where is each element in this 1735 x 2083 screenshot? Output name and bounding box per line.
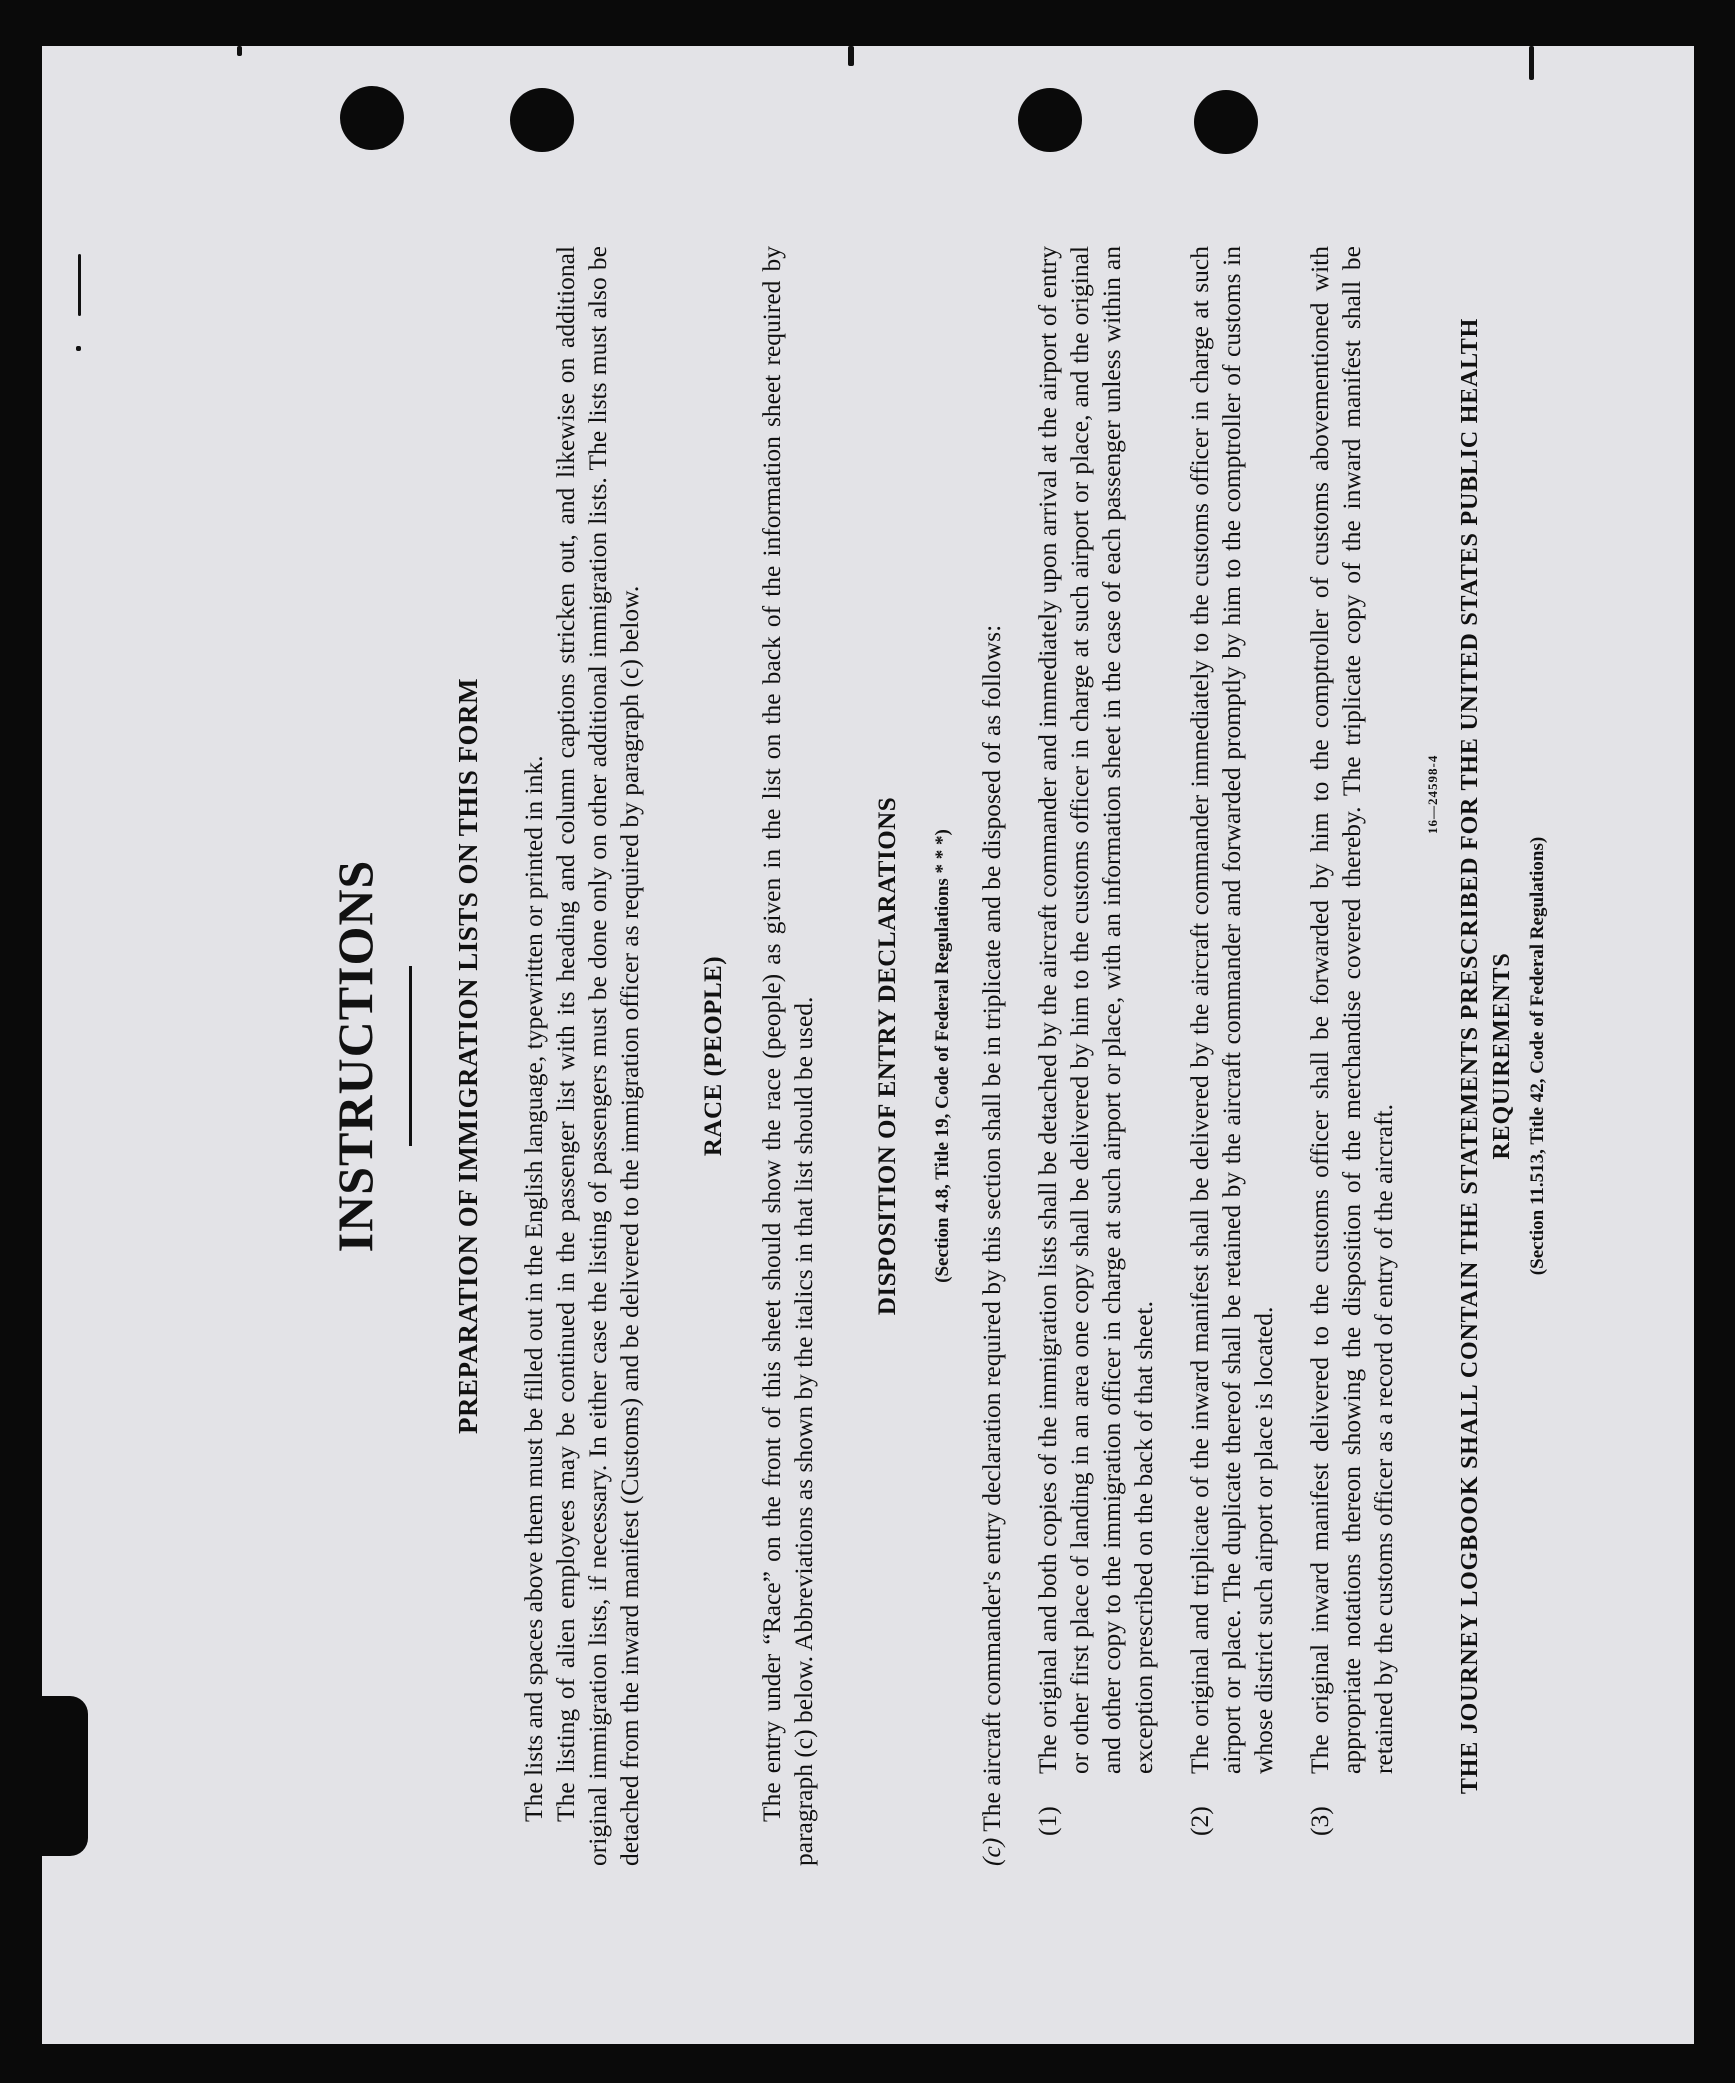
list-item-number: (3) xyxy=(1305,1806,1334,1836)
section-heading-disposition: DISPOSITION OF ENTRY DECLARATIONS xyxy=(874,796,901,1316)
list-item-text: The original and both copies of the immigration lists shall be detached by the aircraft commander and immediately upon arrival at the airport of entry or other first place of landing in an area one copy shall be delivered by him to the customs officer in charge at such airport or place, and the original and other copy to the immigration officer in charge at such airport or place, with an information sheet in the case of each passenger unless within an exception prescribed on the back of that sheet. xyxy=(1033,246,1158,1774)
closing-statement: THE JOURNEY LOGBOOK SHALL CONTAIN THE STATEMENTS PRESCRIBED FOR THE UNITED STATES PUBLIC HEALTH REQUIREMENTS xyxy=(1457,317,1515,1795)
paragraph: The listing of alien employees may be continued in the passenger list with its heading and column captions stricken out, and likewise on additional original immigration lists, if necessary. In either case the listing of passengers must be done only on other additional immigration lists. The lists must also be detached from the inward manifest (Customs) and be delivered to the immigration officer as required by paragraph (c) below. xyxy=(551,246,644,1866)
list-item xyxy=(1304,246,1400,1866)
list-item xyxy=(1032,246,1160,1866)
section-citation: (Section 4.8, Title 19, Code of Federal Regulations * * *) xyxy=(932,829,953,1283)
section-heading-preparation: PREPARATION OF IMMIGRATION LISTS ON THIS FORM xyxy=(453,677,483,1435)
closing-citation: (Section 11.513, Title 42, Code of Federal Regulations) xyxy=(1527,836,1548,1276)
form-number: 16—24598-4 xyxy=(1425,754,1440,834)
list-item xyxy=(1184,246,1280,1866)
instructions-body xyxy=(287,246,1554,1866)
list-item-text: The original and triplicate of the inward manifest shall be delivered by the aircraft commander immediately to the customs officer in charge at such airport or place. The duplicate thereof shall be retained by the aircraft commander and forwarded promptly by him to the comptroller of customs in whose district such airport or place is located. xyxy=(1185,246,1278,1774)
rotated-content xyxy=(42,46,1694,2044)
paragraph: The entry under “Race” on the front of this sheet should show the race (people) as given in the list on the back of the information sheet required by paragraph (c) below. Abbreviations as shown by the italics in that list should be used. xyxy=(757,246,818,1866)
list-item-text: The original inward manifest delivered to the customs officer shall be forwarded by him to the comptroller of customs abovementioned with appropriate notations thereon showing the disposition of the merchandise covered thereby. The triplicate copy of the inward manifest shall be retained by the customs officer as a record of entry of the aircraft. xyxy=(1305,246,1398,1774)
paragraph-text: The aircraft commander's entry declaration required by this section shall be in triplicate and be disposed of as follows: xyxy=(977,624,1006,1832)
paragraph xyxy=(976,246,1008,1866)
section-heading-race: RACE (PEOPLE) xyxy=(700,955,727,1157)
list-item-number: (2) xyxy=(1185,1806,1214,1836)
document-page xyxy=(42,46,1694,2044)
paragraph-label: (c) xyxy=(977,1837,1006,1866)
paragraph: The lists and spaces above them must be filled out in the English language, typewritten or printed in ink. xyxy=(519,755,548,1822)
page-title: INSTRUCTIONS xyxy=(327,859,383,1253)
title-rule xyxy=(409,966,412,1146)
list-item-number: (1) xyxy=(1033,1806,1062,1836)
